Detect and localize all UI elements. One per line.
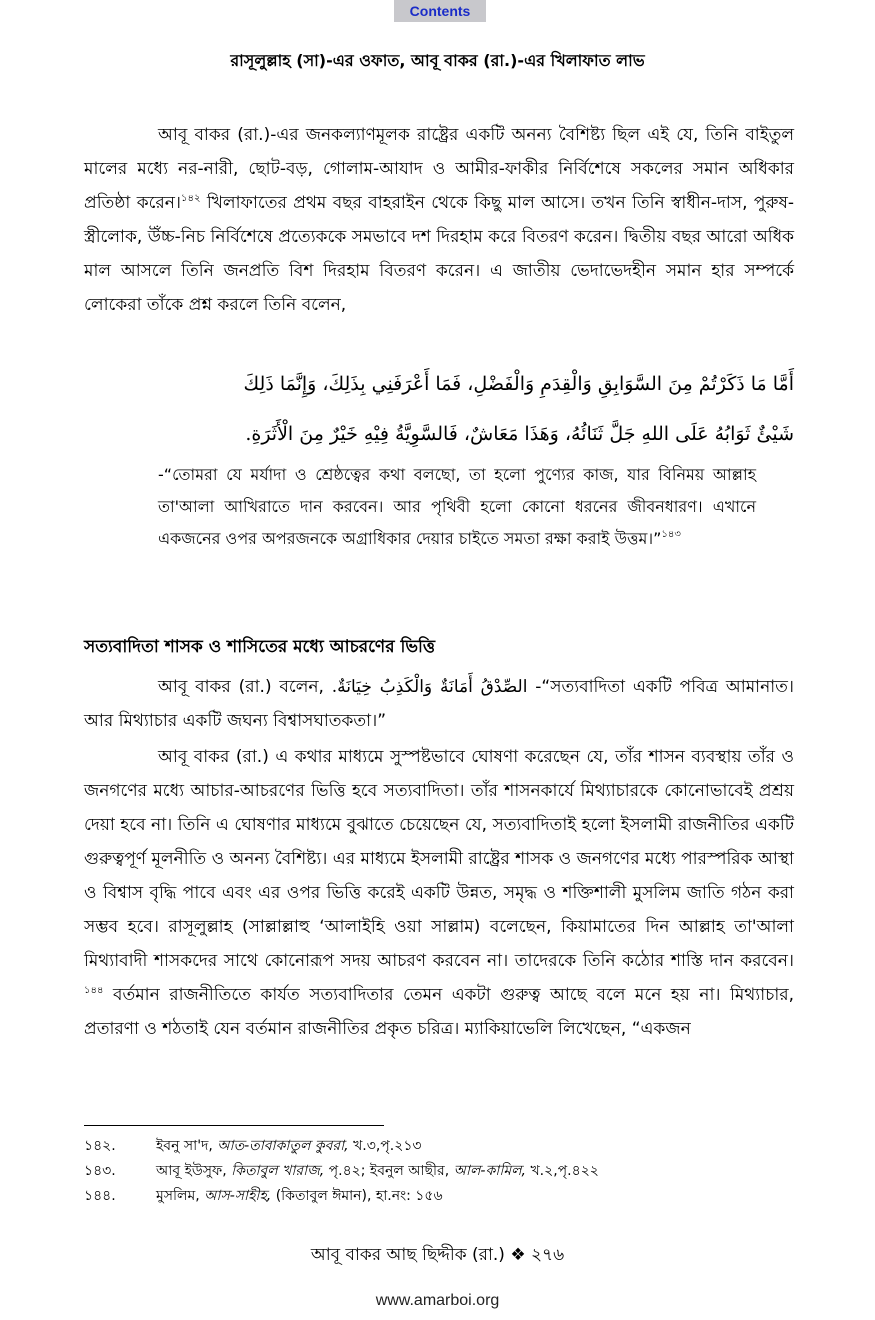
ornament-icon: ❖	[510, 1245, 526, 1265]
website-link[interactable]: www.amarboi.org	[375, 1292, 500, 1309]
footnote-text: খ.৩,পৃ.২১৩	[348, 1138, 422, 1154]
quote-translation	[158, 459, 756, 555]
footnote-number: ১৪৩.	[84, 1163, 116, 1179]
footnote-142	[84, 1134, 422, 1158]
footnote-number: ১৪২.	[84, 1138, 116, 1154]
footnote-ref-144[interactable]: ১৪৪	[84, 985, 104, 996]
arabic-quote-line-1: أَمَّا مَا ذَكَرْتُمْ مِنَ السَّوَابِقِ وَالْقِدَمِ وَالْفَضْلِ، فَمَا أَعْرَفَنِي بِذَلِكَ، وَإِنَّمَا ذَلِكَ	[243, 373, 794, 395]
running-header: রাসূলুল্লাহ (সা)-এর ওফাত, আবূ বাকর (রা.)-এর খিলাফাত লাভ	[230, 51, 645, 70]
paragraph-2-arabic: الصِّدْقُ أَمَانَةٌ وَالْكَذِبُ خِيَانَةٌ.	[331, 677, 528, 697]
footnote-source-title: আস-সাহীহ,	[204, 1188, 272, 1204]
paragraph-2	[84, 670, 794, 738]
footer-book-title: আবূ বাকর আছ ছিদ্দীক (রা.)	[310, 1245, 505, 1265]
footnote-number: ১৪৪.	[84, 1188, 116, 1204]
paragraph-1-text-cont: খিলাফাতের প্রথম বছর বাহরাইন থেকে কিছু মাল আসে। তখন তিনি স্বাধীন-দাস, পুরুষ-স্ত্রীলোক, উঁচ্চ-নিচ নির্বিশেষে প্রত্যেককে সমভাবে দশ দিরহাম করে বিতরণ করেন। দ্বিতীয় বছর আরো অধিক মাল আসলে তিনি জনপ্রতি বিশ দিরহাম বিতরণ করেন। এ জাতীয় ভেদাভেদহীন সমান হার সম্পর্কে লোকেরা তাঁকে প্রশ্ন করলে তিনি বলেন,	[84, 193, 794, 315]
page-number: ২৭৬	[531, 1245, 565, 1265]
paragraph-2-text: -“সত্যবাদিতা একটি পবিত্র আমানাত। আর মিথ্যাচার একটি জঘন্য বিশ্বাসঘাতকতা।”	[84, 677, 794, 731]
footnote-text: পৃ.৪২; ইবনুল আছীর,	[324, 1163, 454, 1179]
paragraph-1	[84, 118, 794, 322]
page-footer	[0, 1242, 875, 1270]
contents-button[interactable]: Contents	[394, 0, 486, 22]
paragraph-3	[84, 740, 794, 1046]
footnote-143	[84, 1159, 599, 1183]
footnote-text: খ.২,পৃ.৪২২	[526, 1163, 599, 1179]
paragraph-3-text: আবূ বাকর (রা.) এ কথার মাধ্যমে সুস্পষ্টভাবে ঘোষণা করেছেন যে, তাঁর শাসন ব্যবস্থায় তাঁর ও জনগণের মধ্যে আচার-আচরণের ভিত্তি হবে সত্যবাদিতা। তাঁর শাসনকার্যে মিথ্যাচারকে কোনোভাবেই প্রশ্রয় দেয়া হবে না। তিনি এ ঘোষণার মাধ্যমে বুঝাতে চেয়েছেন যে, সত্যবাদিতাই হলো ইসলামী রাজনীতির একটি গুরুত্বপূর্ণ মূলনীতি ও অনন্য বৈশিষ্ট্য। এর মাধ্যমে ইসলামী রাষ্ট্রের শাসক ও জনগণের মধ্যে পারস্পরিক আস্থা ও বিশ্বাস বৃদ্ধি পাবে এবং এর ওপর ভিত্তি করেই একটি উন্নত, সমৃদ্ধ ও শক্তিশালী মুসলিম জাতি গঠন করা সম্ভব হবে। রাসূলুল্লাহ (সাল্লাল্লাহু ‘আলাইহি ওয়া সাল্লাম) বলেছেন, কিয়ামাতের দিন আল্লাহ তা'আলা মিথ্যাবাদী শাসকদের সাথে কোনোরূপ সদয় আচরণ করবেন না। তাদেরকে তিনি কঠোর শাস্তি দান করবেন।	[84, 747, 794, 971]
paragraph-2-lead: আবূ বাকর (রা.) বলেন,	[158, 677, 332, 697]
footnote-text: ইবনু সা'দ,	[156, 1138, 218, 1154]
footnote-source-title: আত-তাবাকাতুল কুবরা,	[217, 1138, 349, 1154]
paragraph-3-text-cont: বর্তমান রাজনীতিতে কার্যত সত্যবাদিতার তেমন একটা গুরুত্ব আছে বলে মনে হয় না। মিথ্যাচার, প্রতারণা ও শঠতাই যেন বর্তমান রাজনীতির প্রকৃত চরিত্র। ম্যাকিয়াভেলি লিখেছেন, “একজন	[84, 985, 794, 1039]
footnote-ref-143[interactable]: ১৪৩	[661, 529, 681, 540]
footnote-text: (কিতাবুল ঈমান), হা.নং: ১৫৬	[271, 1188, 443, 1204]
footnote-ref-142[interactable]: ১৪২	[181, 193, 201, 204]
footnote-text: আবূ ইউসুফ,	[156, 1163, 232, 1179]
footnote-text: মুসলিম,	[156, 1188, 205, 1204]
footnote-divider	[84, 1125, 384, 1126]
arabic-quote-line-2: شَيْئٌ ثَوَابُهُ عَلَى اللهِ جَلَّ ثَنَائُهُ، وَهَذَا مَعَاشٌ، فَالسَّوِيَّةُ فِيْهِ خَيْرٌ مِنَ الْأَثَرَةِ.	[245, 423, 794, 445]
quote-translation-text: -“তোমরা যে মর্যাদা ও শ্রেষ্ঠত্বের কথা বলছো, তা হলো পুণ্যের কাজ, যার বিনিময় আল্লাহ তা'আলা আখিরাতে দান করবেন। আর পৃথিবী হলো কোনো ধরনের জীবনধারণ। এখানে একজনের ওপর অপরজনকে অগ্রাধিকার দেয়ার চাইতে সমতা রক্ষা করাই উত্তম।”	[158, 465, 756, 548]
paragraph-1-text: আবূ বাকর (রা.)-এর জনকল্যাণমূলক রাষ্ট্রের একটি অনন্য বৈশিষ্ট্য ছিল এই যে, তিনি বাইতুল মালের মধ্যে নর-নারী, ছোট-বড়, গোলাম-আযাদ ও আমীর-ফাকীর নির্বিশেষে সকলের সমান অধিকার প্রতিষ্ঠা করেন।	[84, 125, 794, 213]
footnote-source-title: কিতাবুল খারাজ,	[231, 1163, 325, 1179]
footnote-source-title: আল-কামিল,	[453, 1163, 527, 1179]
footnote-144	[84, 1184, 443, 1208]
section-heading: সত্যবাদিতা শাসক ও শাসিতের মধ্যে আচরণের ভিত্তি	[84, 637, 436, 657]
